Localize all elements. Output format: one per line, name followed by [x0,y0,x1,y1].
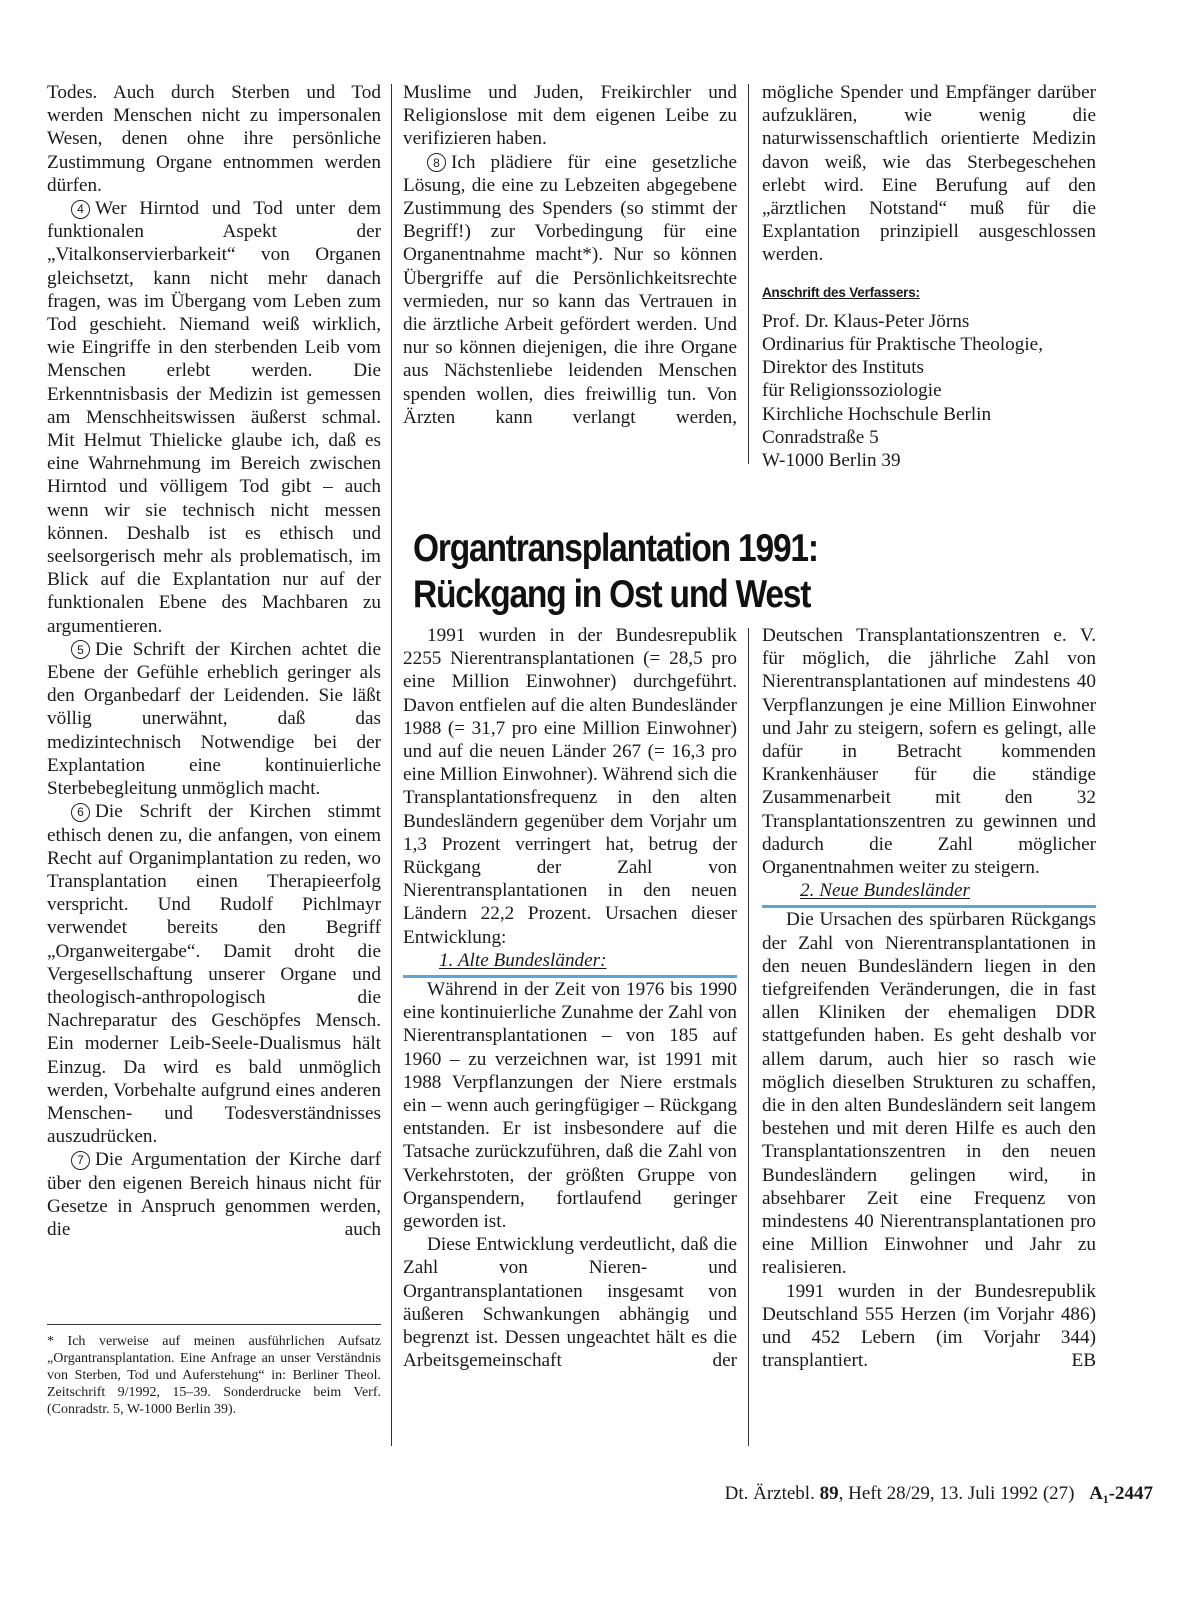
issue-date: , Heft 28/29, 13. Juli 1992 (27) [838,1483,1075,1504]
headline-line-2: Rückgang in Ost und West [413,573,811,616]
column-divider [748,84,749,464]
headline-line-1: Organtransplantation 1991: [413,527,818,570]
subheading-neue-bundeslaender [762,879,1096,908]
subheading-text: 2. Neue Bundesländer [800,880,970,902]
column-2 [403,81,737,429]
paragraph: 1991 wurden in der Bundesrepublik 2255 Nierentransplantationen (= 28,5 pro eine Million Einwohner) durchgeführt. Davon entfielen auf die alten Bundesländer 1988 (= 31,7 pro eine Million Einwohner) und auf die neuen Länder 267 (= 16,3 pro eine Million Einwohner). Während sich die Transplantationsfrequenz in den alten Bundesländern gegenüber dem Vorjahr um 1,3 Prozent verringert hat, betrug der Rückgang der Zahl von Nierentransplantationen in den neuen Ländern 22,2 Prozent. Ursachen dieser Entwicklung: [403,625,737,948]
paragraph: Diese Entwicklung verdeutlicht, daß die Zahl von Nieren- und Organtransplantationen insgesamt von äußeren Schwankungen abhängig und begrenzt ist. Dessen ungeachtet hält es die Arbeitsgemeinschaft der [403,1234,737,1372]
page-footer [617,1483,1153,1505]
column-divider [391,84,392,1446]
address-line: Direktor des Instituts [762,357,925,379]
address-line: für Religionssoziologie [762,380,942,402]
paragraph-text: Wer Hirntod und Tod unter dem funktionalen Aspekt der „Vitalkonservierbarkeit“ von Organen gleichsetzt, kann nicht mehr danach fragen, was im Übergang vom Leben zum Tod geschieht. Niemand weiß wirklich, wie Eingriffe in den sterbenden Leib vom Menschen erlebt werden. Die Erkenntnisbasis der Medizin ist gemessen am Menschheitswissen äußerst schmal. Mit Helmut Thielicke glaube ich, daß es eine Wahrnehmung im Bereich zwischen Hirntod und völligem Tod gibt – auch wenn wir sie technisch nicht messen können. Deshalb ist es ethisch und seelsorgerisch mehr als problematisch, im Blick auf die Explantation nur auf der funktionalen Ebene des Machbaren zu argumentieren. [47,198,381,637]
paragraph [47,1148,381,1241]
footnote: * Ich verweise auf meinen ausführlichen Aufsatz „Organtransplantation. Eine Anfrage an unser Verständnis von Sterben, Tod und Auferstehung“ in: Berliner Theol. Zeitschrift 9/1992, 15–39. Sonderdrucke beim Verf. (Conradstr. 5, W-1000 Berlin 39). [47,1334,381,1417]
address-line: W-1000 Berlin 39 [762,450,901,472]
paragraph-text: Die Schrift der Kirchen stimmt ethisch denen zu, die anfangen, von einem Recht auf Organimplantation zu reden, wo Transplantation einen Therapieerfolg verspricht. Und Rudolf Pichlmayr verwendet bereits den Begriff „Organweitergabe“. Damit droht die Vergesellschaftung unserer Organe und theologisch-anthropologisch die Nachreparatur des Geschöpfes Mensch. Ein moderner Leib-Seele-Dualismus hält Einzug. Da wird es bald unmöglich werden, Vorbehalte aufgrund eines anderen Menschen- und Todesverständnisses auszudrücken. [47,801,381,1148]
item-number-badge: 5 [71,640,90,659]
column-divider [748,628,749,1446]
paragraph: Die Ursachen des spürbaren Rückgangs der Zahl von Nierentransplantationen in den neuen Bundesländern liegen in den tiefgreifenden Veränderungen, die in fast allen Kliniken der ehemaligen DDR stattgefunden haben. Es geht deshalb vor allem darum, auch hier so rasch wie möglich dieselben Strukturen zu schaffen, die in den alten Bundesländern seit langem bestehen und mit deren Hilfe es auch den Transplantationszentren in den neuen Bundesländern gelingen wird, in absehbarer Zeit eine Frequenz von mindestens 40 Nierentransplantationen pro eine Million Einwohner und Jahr zu realisieren. [762,909,1096,1279]
volume-number: 89 [819,1483,839,1504]
journal-name: Dt. Ärztebl. [724,1483,815,1504]
item-number-badge: 4 [71,200,90,219]
paragraph [47,800,381,1148]
column-1 [47,81,381,1241]
article-column-left [403,624,737,1373]
author-signature: EB [1071,1350,1096,1372]
paragraph: Während in der Zeit von 1976 bis 1990 eine kontinuierliche Zunahme der Zahl von Nierentransplantationen – von 185 auf 1960 – zu verzeichnen war, ist 1991 mit 1988 Verpflanzungen der Niere erstmals ein – wenn auch geringfügiger – Rückgang entstanden. Er ist insbesondere auf die Tatsache zurückzuführen, daß die Zahl von Verkehrstoten, der größten Gruppe von Organspendern, fortlaufend geringer geworden ist. [403,979,737,1233]
subheading-alte-bundeslaender [403,949,737,978]
subheading-text: 1. Alte Bundesländer: [439,949,607,971]
author-address [762,310,1096,472]
article-headline [413,526,1049,618]
address-label: Anschrift des Verfassers: [762,284,920,300]
page-number: A₁-2447 [1089,1483,1153,1504]
paragraph-text: Ich plädiere für eine gesetzliche Lösung, die eine zu Lebzeiten abgegebene Zustimmung des Spenders (so stimmt der Begriff!) zur Vorbedingung für eine Organentnahme macht*). Nur so können Übergriffe auf die Persönlichkeitsrechte vermieden, nur so kann das Vertrauen in die ärztliche Arbeit gefördert werden. Und nur so können diejenigen, die ihre Organe aus Nächstenliebe leidenden Menschen spenden wollen, dies freiwillig tun. Von Ärzten kann verlangt werden, [403,151,737,428]
paragraph [762,1280,1096,1373]
column-3 [762,81,1096,472]
paragraph-text: Die Argumentation der Kirche darf über den eigenen Bereich hinaus nicht für Gesetze in Anspruch genommen werden, die auch [47,1149,381,1240]
item-number-badge: 6 [71,803,90,822]
item-number-badge: 8 [427,153,446,172]
paragraph-text: 1991 wurden in der Bundesrepublik Deutschland 555 Herzen (im Vorjahr 486) und 452 Lebern (im Vorjahr 344) transplantiert. [762,1280,1096,1372]
address-line: Kirchliche Hochschule Berlin [762,403,992,425]
paragraph [47,197,381,638]
footnote-separator [47,1324,381,1325]
paragraph: Deutschen Transplantationszentren e. V. für möglich, die jährliche Zahl von Nierentransplantationen auf mindestens 40 Verpflanzungen je eine Million Einwohner und Jahr zu steigern, sofern es gelingt, alle dafür in Betracht kommenden Krankenhäuser für die ständige Zusammenarbeit mit den 32 Transplantationszentren zu gewinnen und dadurch die Zahl möglicher Organentnahmen weiter zu steigern. [762,625,1096,879]
item-number-badge: 7 [71,1151,90,1170]
address-line: Conradstraße 5 [762,426,879,448]
address-line: Prof. Dr. Klaus-Peter Jörns [762,310,970,332]
paragraph-text: Die Schrift der Kirchen achtet die Ebene der Gefühle erheblich geringer als den Organbedarf der Leidenden. Sie läßt völlig unerwähnt, daß das medizintechnisch Notwendige bei der Explantation eine kontinuierliche Sterbebegleitung unmöglich macht. [47,638,381,800]
article-column-right [762,624,1096,1373]
paragraph: Todes. Auch durch Sterben und Tod werden Menschen nicht zu impersonalen Wesen, denen ohne ihre persönliche Zustimmung Organe entnommen werden dürfen. [47,82,381,196]
paragraph [403,151,737,429]
paragraph [47,638,381,800]
paragraph: Muslime und Juden, Freikirchler und Religionslose mit dem eigenen Leibe zu verifizieren haben. [403,82,737,150]
address-line: Ordinarius für Praktische Theologie, [762,334,1043,356]
paragraph: mögliche Spender und Empfänger darüber aufzuklären, wie wenig die naturwissenschaftlich orientierte Medizin davon weiß, wie das Sterbegeschehen erlebt wird. Eine Berufung auf den „ärztlichen Notstand“ muß für die Explantation prinzipiell ausgeschlossen werden. [762,82,1096,266]
